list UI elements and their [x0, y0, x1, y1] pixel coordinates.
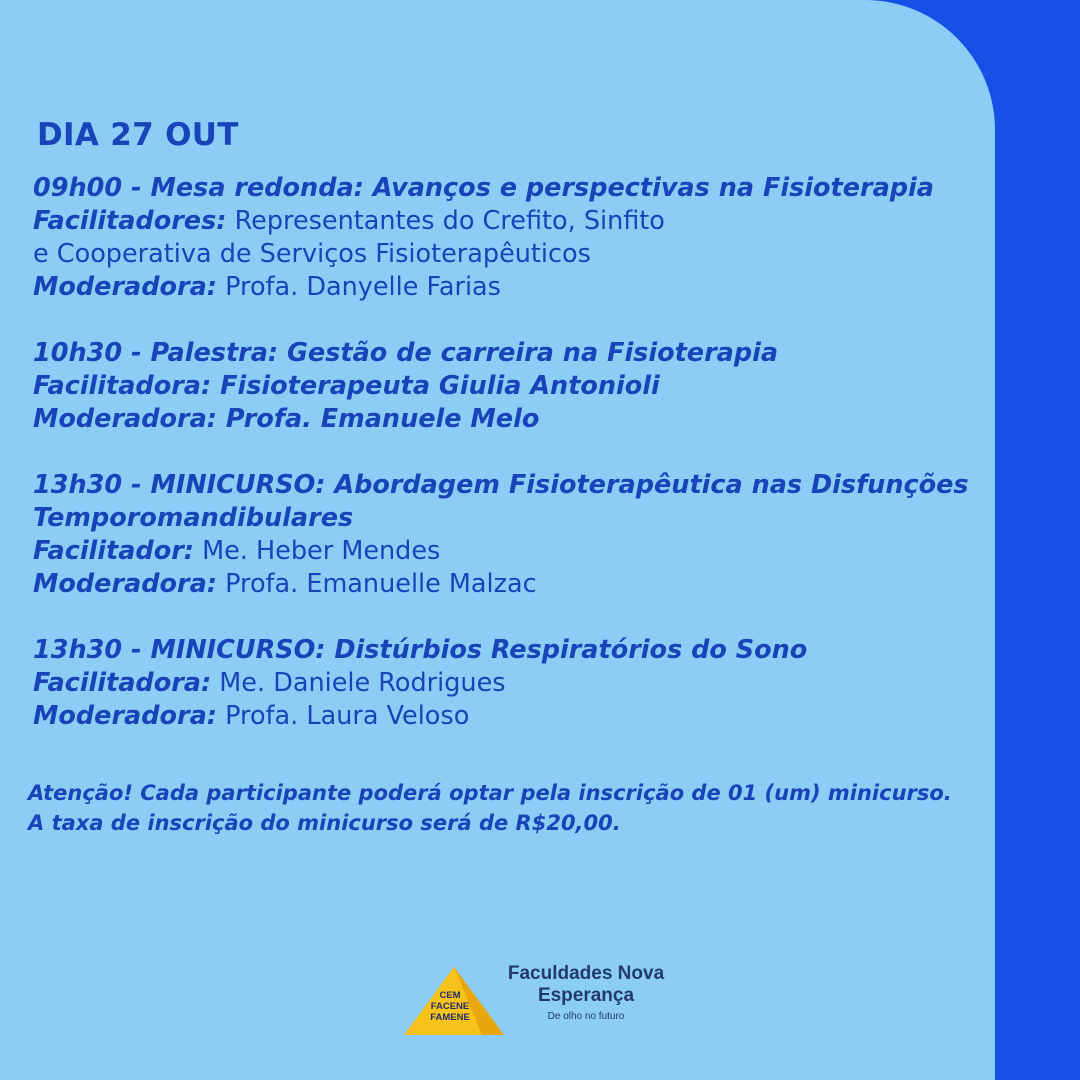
session-line: [33, 634, 983, 667]
facilitator-value: Me. Daniele Rodrigues: [211, 668, 506, 698]
moderator-label: Moderadora:: [33, 569, 217, 599]
moderator-label: Moderadora:: [33, 701, 217, 731]
session-line: [33, 271, 983, 304]
registration-notice: [28, 778, 988, 838]
facilitator-value: Representantes do Crefito, Sinfito: [226, 206, 665, 236]
moderator-value: Profa. Emanuelle Malzac: [216, 569, 537, 599]
logo-triangle-line: FAMENE: [430, 1012, 470, 1023]
session-line: [33, 238, 983, 271]
page-title: DIA 27 OUT: [37, 117, 239, 153]
logo-tagline: De olho no futuro: [547, 1011, 625, 1022]
facilitator-label: Facilitador:: [33, 536, 194, 566]
facilitator-value: Me. Heber Mendes: [193, 536, 441, 566]
session-line: [33, 667, 983, 700]
session-line: [33, 469, 983, 502]
moderator-label: Moderadora: Profa. Emanuele Melo: [33, 404, 540, 434]
facilitator-label: Facilitadora:: [33, 668, 212, 698]
session-heading: 13h30 - MINICURSO: Distúrbios Respiratórios do Sono: [33, 635, 808, 665]
moderator-label: Moderadora:: [33, 272, 217, 302]
facilitator-label: Facilitadora: Fisioterapeuta Giulia Antonioli: [33, 371, 660, 401]
session-item: [33, 469, 983, 601]
logo-wordmark: [496, 963, 676, 1022]
session-line: [33, 502, 983, 535]
session-heading: Temporomandibulares: [33, 503, 354, 533]
logo-triangle-text: [420, 990, 480, 1023]
session-line: [33, 172, 983, 205]
session-line: [33, 337, 983, 370]
session-line: [33, 205, 983, 238]
session-heading: 10h30 - Palestra: Gestão de carreira na Fisioterapia: [33, 338, 779, 368]
session-line: [33, 700, 983, 733]
program-schedule: [33, 172, 983, 766]
notice-line: Atenção! Cada participante poderá optar pela inscrição de 01 (um) minicurso.: [28, 781, 952, 805]
moderator-value: Profa. Danyelle Farias: [216, 272, 501, 302]
session-line: [33, 403, 983, 436]
moderator-value: Profa. Laura Veloso: [216, 701, 470, 731]
logo-triangle-line: CEM: [439, 990, 461, 1001]
facilitator-label: Facilitadores:: [33, 206, 227, 236]
facilitator-value: e Cooperativa de Serviços Fisioterapêuticos: [33, 239, 591, 269]
session-heading: 13h30 - MINICURSO: Abordagem Fisioterapêutica nas Disfunções: [33, 470, 969, 500]
logo-name-line: Esperança: [537, 985, 635, 1006]
logo-triangle-line: FACENE: [430, 1001, 470, 1012]
session-heading: 09h00 - Mesa redonda: Avanços e perspectivas na Fisioterapia: [33, 173, 935, 203]
logo-name-line: Faculdades Nova: [507, 963, 665, 984]
session-line: [33, 568, 983, 601]
session-item: [33, 337, 983, 436]
session-item: [33, 634, 983, 733]
session-line: [33, 535, 983, 568]
session-item: [33, 172, 983, 304]
session-line: [33, 370, 983, 403]
notice-line: A taxa de inscrição do minicurso será de R$20,00.: [28, 811, 621, 835]
